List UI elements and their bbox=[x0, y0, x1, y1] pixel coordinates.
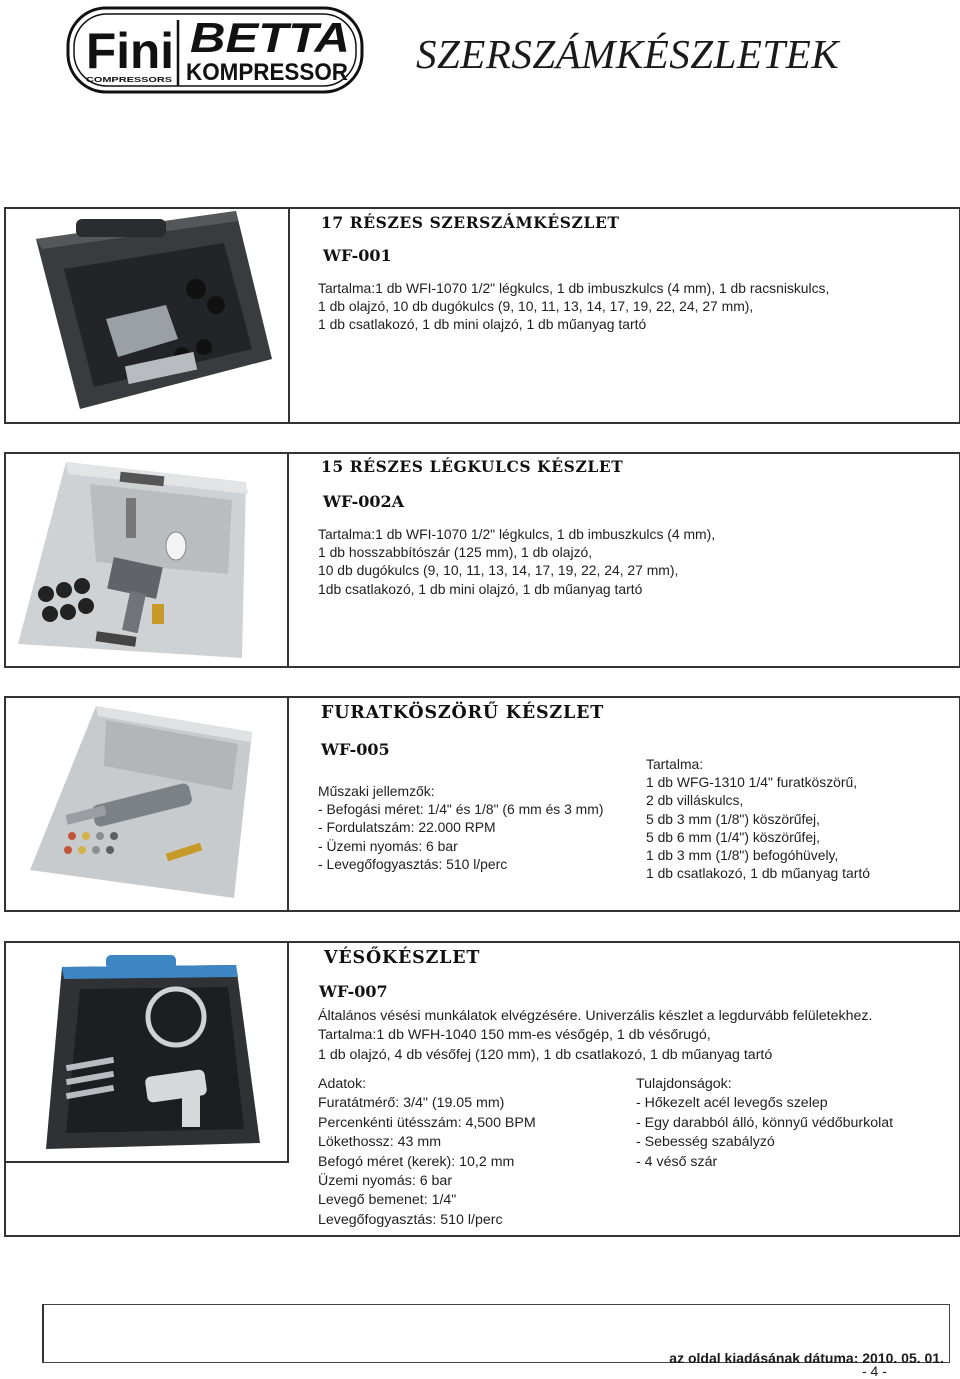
content-line: 1 db csatlakozó, 1 db mini olajzó, 1 db műanyag tartó bbox=[318, 316, 647, 333]
content-line: 1 db csatlakozó, 1 db műanyag tartó bbox=[646, 865, 870, 882]
data-line: Üzemi nyomás: 6 bar bbox=[318, 1173, 453, 1190]
publication-date: az oldal kiadásának dátuma: 2010. 05. 01. bbox=[669, 1350, 944, 1366]
product-contents bbox=[318, 279, 829, 334]
product-model: WF-007 bbox=[319, 982, 388, 1001]
product-photo bbox=[6, 943, 289, 1163]
product-wf-001 bbox=[4, 207, 960, 424]
data-line: Percenkénti ütésszám: 4,500 BPM bbox=[318, 1114, 536, 1131]
product-photo bbox=[6, 209, 290, 422]
content-line: 5 db 3 mm (1/8") köszörűfej, bbox=[646, 810, 820, 827]
data-line: Furatátmérő: 3/4" (19.05 mm) bbox=[318, 1095, 505, 1112]
product-model: WF-002A bbox=[323, 492, 405, 511]
product-intro bbox=[318, 1007, 872, 1065]
product-contents bbox=[318, 525, 715, 598]
logo-sub: KOMPRESSOR bbox=[186, 59, 348, 86]
company-logo bbox=[66, 6, 364, 94]
logo-brand-left: Fini bbox=[86, 23, 174, 79]
content-line: 1db csatlakozó, 1 db mini olajzó, 1 db műanyag tartó bbox=[318, 580, 643, 597]
intro-line: Általános vésési munkálatok elvégzésére. Univerzális készlet a legdurvább felületekhez. bbox=[318, 1008, 873, 1024]
product-title: 17 RÉSZES SZERSZÁMKÉSZLET bbox=[321, 213, 620, 232]
feature-line: - Hőkezelt acél levegős szelep bbox=[636, 1095, 828, 1112]
content-line: Tartalma:1 db WFI-1070 1/2" légkulcs, 1 db imbuszkulcs (4 mm), 1 db racsniskulcs, bbox=[318, 280, 830, 296]
product-wf-002a bbox=[4, 452, 960, 668]
tool-case-icon bbox=[6, 209, 288, 422]
spec-line: - Üzemi nyomás: 6 bar bbox=[318, 837, 458, 854]
content-line: 5 db 6 mm (1/4") köszörűfej, bbox=[646, 828, 820, 845]
product-features bbox=[636, 1075, 893, 1172]
product-title: FURATKÖSZÖRŰ KÉSZLET bbox=[321, 703, 605, 723]
product-title: VÉSŐKÉSZLET bbox=[324, 948, 481, 968]
spec-line: Műszaki jellemzők: bbox=[318, 783, 435, 799]
feature-line: - Egy darabból álló, könnyű védőburkolat bbox=[636, 1114, 894, 1131]
logo-brand-right: BETTA bbox=[190, 14, 350, 61]
feature-line: Tulajdonságok: bbox=[636, 1076, 732, 1092]
data-line: Levegő bemenet: 1/4" bbox=[318, 1192, 457, 1209]
spec-line: - Levegőfogyasztás: 510 l/perc bbox=[318, 855, 508, 872]
product-model: WF-005 bbox=[321, 740, 390, 759]
data-line: Levegőfogyasztás: 510 l/perc bbox=[318, 1211, 503, 1228]
intro-line: 1 db olajzó, 4 db vésőfej (120 mm), 1 db csatlakozó, 1 db műanyag tartó bbox=[318, 1046, 773, 1063]
spec-line: - Fordulatszám: 22.000 RPM bbox=[318, 819, 496, 836]
feature-line: - 4 véső szár bbox=[636, 1153, 718, 1170]
page-title: SZERSZÁMKÉSZLETEK bbox=[416, 31, 840, 77]
content-line: Tartalma:1 db WFI-1070 1/2" légkulcs, 1 db imbuszkulcs (4 mm), bbox=[318, 526, 716, 542]
product-wf-005 bbox=[4, 696, 960, 912]
technical-data bbox=[318, 1075, 536, 1230]
spec-line: - Befogási méret: 1/4" és 1/8" (6 mm és 3 mm) bbox=[318, 801, 604, 818]
product-contents bbox=[646, 755, 870, 882]
technical-specs bbox=[318, 782, 603, 873]
product-photo bbox=[6, 454, 289, 666]
content-line: Tartalma: bbox=[646, 756, 704, 772]
product-photo bbox=[6, 698, 289, 910]
feature-line: - Sebesség szabályzó bbox=[636, 1134, 775, 1151]
intro-line: Tartalma:1 db WFH-1040 150 mm-es vésőgép, 1 db vésőrugó, bbox=[318, 1027, 711, 1044]
product-wf-007 bbox=[4, 941, 960, 1237]
tool-case-icon bbox=[6, 698, 287, 910]
product-model: WF-001 bbox=[323, 246, 392, 265]
content-line: 1 db WFG-1310 1/4" furatköszörű, bbox=[646, 774, 858, 791]
logo-tiny: COMPRESSORS bbox=[86, 77, 173, 84]
content-line: 10 db dugókulcs (9, 10, 11, 13, 14, 17, 19, 22, 24, 27 mm), bbox=[318, 562, 679, 579]
data-line: Adatok: bbox=[318, 1076, 367, 1092]
tool-case-icon bbox=[6, 943, 287, 1161]
content-line: 1 db hosszabbítószár (125 mm), 1 db olajzó, bbox=[318, 544, 593, 561]
tool-case-icon bbox=[6, 454, 287, 666]
page-number: - 4 - bbox=[862, 1363, 887, 1379]
content-line: 1 db 3 mm (1/8") befogóhüvely, bbox=[646, 847, 839, 864]
product-title: 15 RÉSZES LÉGKULCS KÉSZLET bbox=[321, 457, 624, 476]
content-line: 2 db villáskulcs, bbox=[646, 792, 744, 809]
data-line: Befogó méret (kerek): 10,2 mm bbox=[318, 1153, 515, 1170]
content-line: 1 db olajzó, 10 db dugókulcs (9, 10, 11, 13, 14, 17, 19, 22, 24, 27 mm), bbox=[318, 298, 754, 315]
footer-frame bbox=[42, 1304, 950, 1366]
data-line: Lökethossz: 43 mm bbox=[318, 1134, 442, 1151]
